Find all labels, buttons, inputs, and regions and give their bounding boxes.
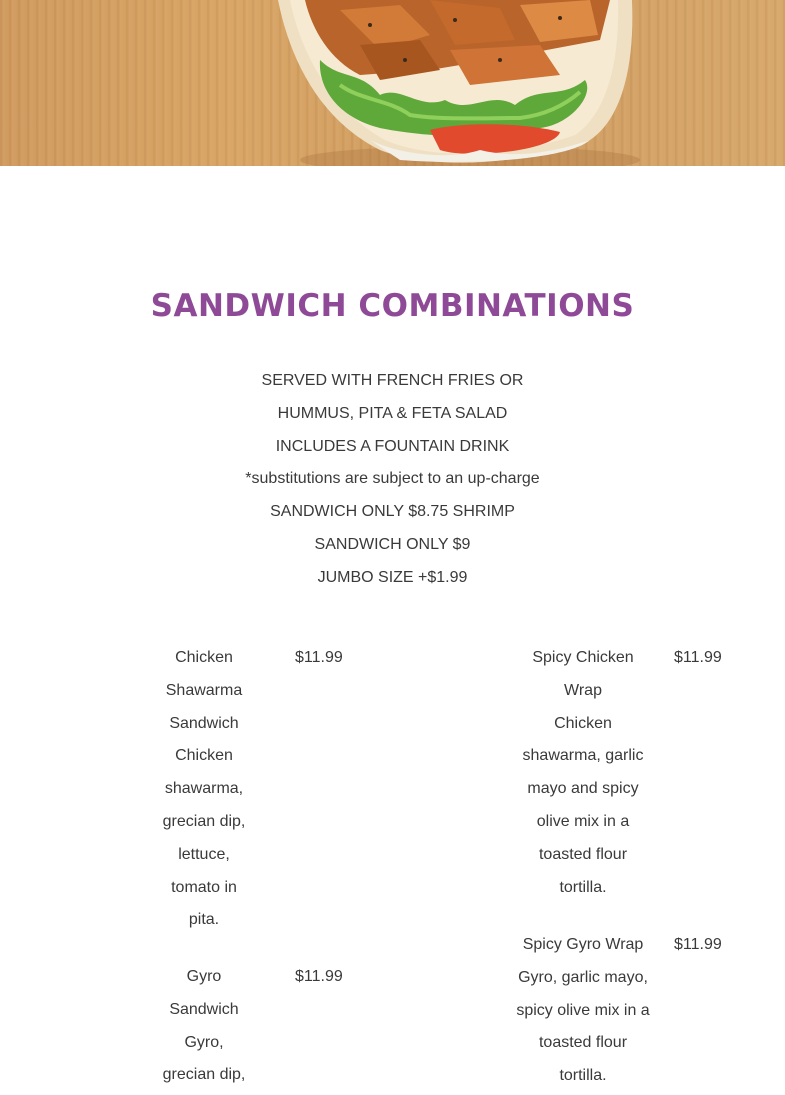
menu-item-price: $11.99 xyxy=(295,649,343,666)
section-title: SANDWICH COMBINATIONS xyxy=(150,288,635,324)
menu-item-description: Chicken shawarma, grecian dip, lettuce, tomato in pita. xyxy=(162,747,246,929)
hero-image xyxy=(0,0,785,166)
menu-item-text xyxy=(514,642,652,904)
menu-item-name: Gyro Sandwich xyxy=(169,968,239,1018)
menu-item-text xyxy=(514,929,652,1093)
intro-notes xyxy=(0,365,785,595)
menu-item-description: Gyro, garlic mayo, spicy olive mix in a toasted flour tortilla. xyxy=(516,968,650,1085)
menu-item-name: Chicken Shawarma Sandwich xyxy=(165,649,243,732)
menu-item-text xyxy=(156,961,252,1092)
menu-item-description: Gyro, grecian dip, xyxy=(162,1033,246,1084)
menu-item-text xyxy=(156,642,252,937)
menu-item-description: Chicken shawarma, garlic mayo and spicy olive mix in a toasted flour tortilla. xyxy=(522,714,644,896)
intro-line: HUMMUS, PITA & FETA SALAD xyxy=(277,404,508,422)
menu-item-price: $11.99 xyxy=(295,968,343,985)
menu-item-price: $11.99 xyxy=(674,649,722,666)
intro-line: SANDWICH ONLY $9 xyxy=(314,535,471,553)
menu-item-price: $11.99 xyxy=(674,936,722,953)
intro-line: SANDWICH ONLY $8.75 SHRIMP xyxy=(270,503,515,521)
menu-item-name: Spicy Chicken Wrap xyxy=(532,649,634,699)
intro-line: INCLUDES A FOUNTAIN DRINK xyxy=(275,437,510,455)
intro-line: JUMBO SIZE +$1.99 xyxy=(317,568,468,586)
intro-line: *substitutions are subject to an up-charge xyxy=(245,470,540,488)
gyro-wrap-illustration xyxy=(0,0,785,166)
menu-item-name: Spicy Gyro Wrap xyxy=(522,936,644,953)
intro-line: SERVED WITH FRENCH FRIES OR xyxy=(261,372,524,389)
